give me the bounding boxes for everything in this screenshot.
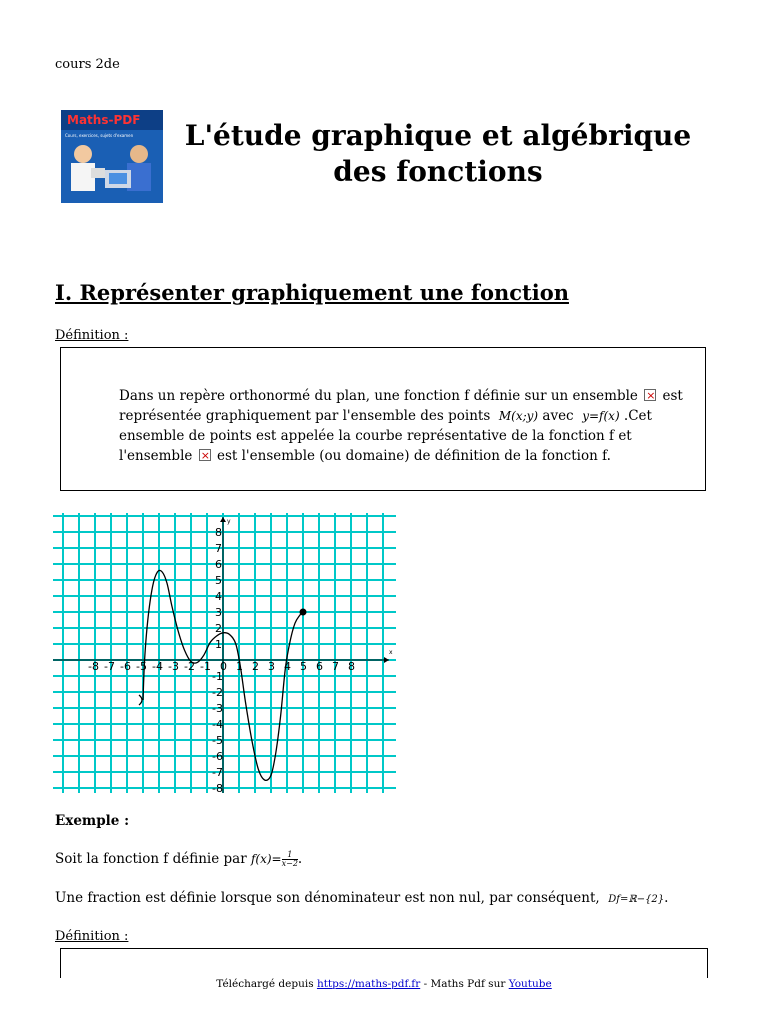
broken-image-icon <box>644 389 656 401</box>
definition-label: Définition : <box>55 328 129 343</box>
y-tick-label: -3 <box>212 702 223 715</box>
x-tick-label: -5 <box>136 660 147 673</box>
y-tick-label: 2 <box>215 622 222 635</box>
end-point <box>300 609 307 616</box>
y-tick-label: -7 <box>212 766 223 779</box>
function-formula <box>251 852 298 866</box>
y-tick-label: -5 <box>212 734 223 747</box>
domain-formula: Df=ℝ−{2} <box>608 894 665 905</box>
x-tick-label: 1 <box>236 660 243 673</box>
footer <box>0 978 768 990</box>
definition-box-2 <box>60 948 708 978</box>
title-line-1: L'étude graphique et algébrique <box>184 119 692 152</box>
y-axis-label: y <box>227 518 231 525</box>
y-tick-label: -6 <box>212 750 223 763</box>
fraction <box>282 851 298 868</box>
course-label: cours 2de <box>55 57 120 72</box>
x-tick-label: -7 <box>104 660 115 673</box>
y-tick-label: 6 <box>215 558 222 571</box>
example-text-1 <box>55 851 302 868</box>
y-tick-label: -8 <box>212 782 223 793</box>
formula-lhs: f(x)= <box>250 852 282 866</box>
definition-part-3: .Cet ensemble de points est appelée la courbe représentative de la fonction f et l'ensemble <box>119 408 652 464</box>
definition-part-1: Dans un repère orthonormé du plan, une fonction f définie sur un ensemble <box>119 388 638 404</box>
y-axis-arrow <box>220 517 226 522</box>
x-tick-label: 4 <box>284 660 291 673</box>
footer-prefix: Téléchargé depuis <box>216 978 314 990</box>
start-bracket <box>139 695 142 705</box>
section-1-heading: I. Représenter graphiquement une fonction <box>55 280 569 305</box>
sentence-end-1: . <box>297 851 303 867</box>
definition-text <box>119 386 689 466</box>
definition-box <box>60 347 706 491</box>
x-tick-label: 3 <box>268 660 275 673</box>
x-tick-label: 6 <box>316 660 323 673</box>
x-axis-label: x <box>389 649 393 656</box>
maths-pdf-logo <box>61 110 163 203</box>
definition-part-2: est représentée graphiquement par l'ensemble des points <box>119 388 683 424</box>
sentence-end-2: . <box>664 890 669 906</box>
broken-image-icon <box>199 449 211 461</box>
example-sentence-1: Soit la fonction f définie par <box>55 851 247 867</box>
fraction-numerator: 1 <box>282 851 298 860</box>
y-tick-label: 5 <box>215 574 222 587</box>
x-axis-arrow <box>384 657 389 663</box>
logo-text: Maths-PDF <box>67 113 141 127</box>
footer-middle: - Maths Pdf sur <box>423 978 506 990</box>
x-tick-label: -8 <box>88 660 99 673</box>
maths-pdf-link[interactable]: https://maths-pdf.fr <box>316 978 421 990</box>
title-line-2: des fonctions <box>333 155 543 188</box>
equation-formula: y=f(x) <box>582 409 620 423</box>
x-tick-label: -4 <box>152 660 163 673</box>
youtube-link[interactable]: Youtube <box>508 978 552 990</box>
y-tick-label: 1 <box>215 638 222 651</box>
y-tick-label: -2 <box>212 686 223 699</box>
example-label: Exemple : <box>55 813 130 829</box>
x-tick-label: -3 <box>168 660 179 673</box>
point-formula: M(x;y) <box>498 409 539 423</box>
x-tick-label: -1 <box>200 660 211 673</box>
x-tick-label: 7 <box>332 660 339 673</box>
fraction-denominator: x−2 <box>281 859 298 868</box>
x-tick-label: 5 <box>300 660 307 673</box>
example-text-2 <box>55 890 668 906</box>
document-title <box>168 118 708 190</box>
function-graph <box>53 513 396 793</box>
avec-word: avec <box>542 408 574 424</box>
x-tick-label: 2 <box>252 660 259 673</box>
x-tick-label: 8 <box>348 660 355 673</box>
definition-label-2: Définition : <box>55 929 129 944</box>
y-tick-label: -4 <box>212 718 223 731</box>
x-tick-label: -6 <box>120 660 131 673</box>
logo-tagline: Cours, exercices, sujets d'examen <box>65 133 134 138</box>
y-tick-label: 8 <box>215 526 222 539</box>
y-tick-label: 4 <box>215 590 222 603</box>
y-tick-label: 7 <box>215 542 222 555</box>
x-tick-label: 0 <box>220 660 227 673</box>
definition-part-4: est l'ensemble (ou domaine) de définition de la fonction f. <box>216 448 611 464</box>
y-tick-label: -1 <box>212 670 223 683</box>
y-tick-label: 3 <box>215 606 222 619</box>
x-tick-label: -2 <box>184 660 195 673</box>
example-sentence-2: Une fraction est définie lorsque son dénominateur est non nul, par conséquent, <box>55 890 600 906</box>
